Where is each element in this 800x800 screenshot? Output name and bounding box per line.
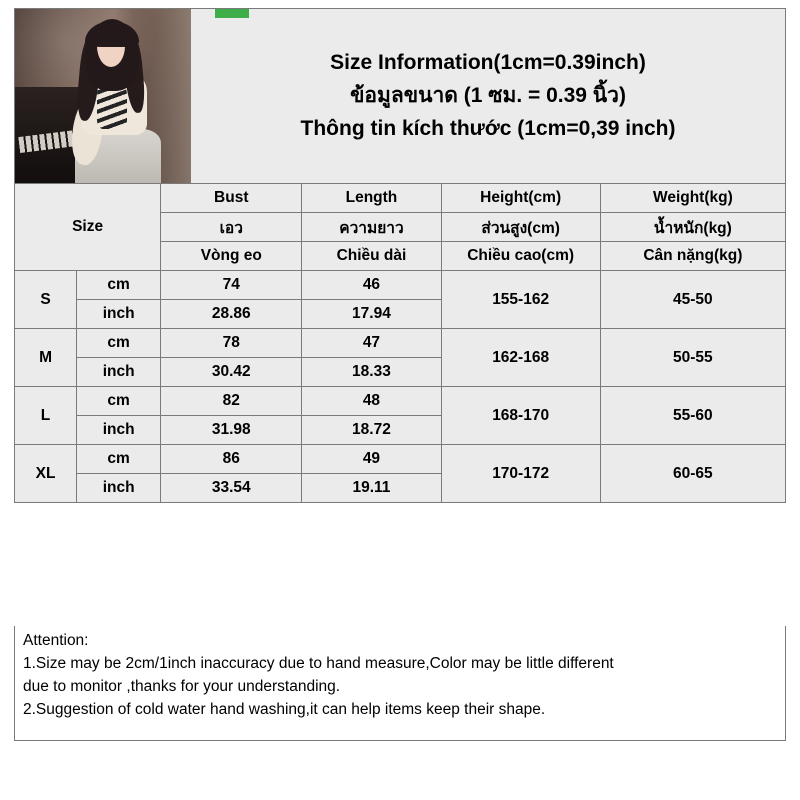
- cell-m-height: 162-168: [441, 329, 600, 387]
- cell-s-length-cm: 46: [302, 271, 441, 300]
- cell-xl-length-cm: 49: [302, 445, 441, 474]
- col-header-weight-en: Weight(kg): [600, 184, 785, 213]
- header-row-en: [15, 184, 786, 213]
- model-bangs: [85, 21, 139, 47]
- row-size-l: L: [15, 387, 77, 445]
- unit-inch: inch: [77, 474, 161, 503]
- table-row: [15, 445, 786, 474]
- header-banner: [14, 8, 786, 184]
- cell-l-height: 168-170: [441, 387, 600, 445]
- footer-spacer: [14, 741, 786, 791]
- unit-cm: cm: [77, 387, 161, 416]
- col-header-length-th: ความยาว: [302, 213, 441, 242]
- cell-m-length-cm: 47: [302, 329, 441, 358]
- attention-line-3: 2.Suggestion of cold water hand washing,it can help items keep their shape.: [23, 701, 546, 718]
- col-header-height-en: Height(cm): [441, 184, 600, 213]
- col-header-length-vi: Chiều dài: [302, 242, 441, 271]
- cell-m-weight: 50-55: [600, 329, 785, 387]
- cell-m-length-inch: 18.33: [302, 358, 441, 387]
- col-header-bust-th: เอว: [161, 213, 302, 242]
- attention-heading: Attention:: [23, 632, 89, 649]
- col-header-bust-vi: Vòng eo: [161, 242, 302, 271]
- row-size-m: M: [15, 329, 77, 387]
- table-row: [15, 387, 786, 416]
- size-header: Size: [15, 184, 161, 271]
- col-header-height-vi: Chiều cao(cm): [441, 242, 600, 271]
- size-table: [14, 183, 786, 503]
- cell-xl-bust-cm: 86: [161, 445, 302, 474]
- unit-cm: cm: [77, 329, 161, 358]
- attention-line-2: due to monitor ,thanks for your understanding.: [23, 678, 341, 695]
- unit-inch: inch: [77, 416, 161, 445]
- attention-line-1: 1.Size may be 2cm/1inch inaccuracy due to hand measure,Color may be little different: [23, 655, 614, 672]
- model-figure: [67, 19, 159, 183]
- table-row: [15, 329, 786, 358]
- cell-xl-length-inch: 19.11: [302, 474, 441, 503]
- title-line-th: ข้อมูลขนาด (1 ซม. = 0.39 นิ้ว): [350, 83, 626, 107]
- unit-inch: inch: [77, 300, 161, 329]
- cell-l-length-cm: 48: [302, 387, 441, 416]
- cell-l-bust-cm: 82: [161, 387, 302, 416]
- cell-xl-bust-inch: 33.54: [161, 474, 302, 503]
- col-header-length-en: Length: [302, 184, 441, 213]
- unit-cm: cm: [77, 271, 161, 300]
- table-row: [15, 271, 786, 300]
- col-header-weight-vi: Cân nặng(kg): [600, 242, 785, 271]
- col-header-height-th: ส่วนสูง(cm): [441, 213, 600, 242]
- unit-cm: cm: [77, 445, 161, 474]
- cell-xl-weight: 60-65: [600, 445, 785, 503]
- col-header-weight-th: น้ำหนัก(kg): [600, 213, 785, 242]
- title-line-vi: Thông tin kích thước (1cm=0,39 inch): [300, 117, 676, 141]
- title-line-en: Size Information(1cm=0.39inch): [330, 50, 646, 74]
- cell-s-bust-inch: 28.86: [161, 300, 302, 329]
- cell-xl-height: 170-172: [441, 445, 600, 503]
- cell-l-weight: 55-60: [600, 387, 785, 445]
- cell-s-weight: 45-50: [600, 271, 785, 329]
- cell-l-bust-inch: 31.98: [161, 416, 302, 445]
- cell-m-bust-inch: 30.42: [161, 358, 302, 387]
- cell-s-bust-cm: 74: [161, 271, 302, 300]
- unit-inch: inch: [77, 358, 161, 387]
- title-block: [191, 9, 785, 183]
- attention-block: [14, 626, 786, 741]
- product-photo: [15, 9, 191, 183]
- row-size-s: S: [15, 271, 77, 329]
- cell-l-length-inch: 18.72: [302, 416, 441, 445]
- cell-s-length-inch: 17.94: [302, 300, 441, 329]
- cell-s-height: 155-162: [441, 271, 600, 329]
- cell-m-bust-cm: 78: [161, 329, 302, 358]
- col-header-bust-en: Bust: [161, 184, 302, 213]
- row-size-xl: XL: [15, 445, 77, 503]
